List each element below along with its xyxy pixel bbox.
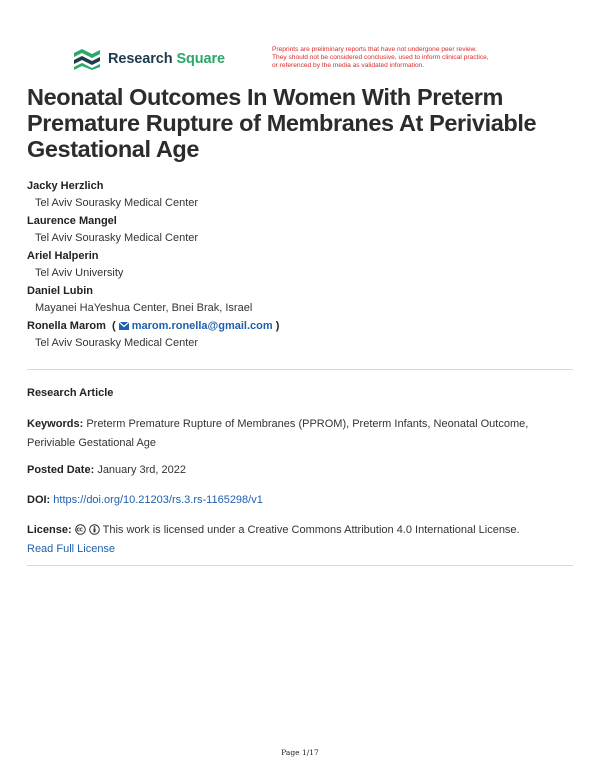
research-square-logo-icon bbox=[72, 48, 102, 70]
brand-name: Research Square bbox=[108, 51, 225, 67]
author-name[interactable]: Laurence Mangel bbox=[27, 215, 117, 227]
article-type: Research Article bbox=[27, 387, 114, 399]
author-name[interactable]: Jacky Herzlich bbox=[27, 180, 104, 192]
read-full-license-link[interactable]: Read Full License bbox=[27, 543, 116, 555]
author-list bbox=[27, 179, 567, 354]
divider bbox=[27, 369, 573, 370]
license bbox=[27, 521, 567, 559]
author-entry bbox=[27, 249, 567, 282]
disclaimer-line: Preprints are preliminary reports that have not undergone peer review. bbox=[272, 46, 477, 53]
divider bbox=[27, 565, 573, 566]
keywords-label: Keywords: bbox=[27, 418, 84, 430]
author-affiliation: Tel Aviv Sourasky Medical Center bbox=[35, 337, 199, 349]
author-name[interactable]: Ariel Halperin bbox=[27, 250, 99, 262]
doi-link[interactable]: https://doi.org/10.21203/rs.3.rs-1165298/v1 bbox=[53, 494, 263, 506]
keywords bbox=[27, 415, 567, 453]
author-affiliation: Tel Aviv Sourasky Medical Center bbox=[35, 197, 199, 209]
page-number: Page 1/17 bbox=[281, 748, 319, 757]
author-name[interactable]: Daniel Lubin bbox=[27, 285, 93, 297]
author-entry bbox=[27, 284, 567, 317]
license-text: This work is licensed under a Creative Commons Attribution 4.0 International License. bbox=[102, 524, 520, 536]
envelope-icon bbox=[119, 322, 129, 330]
author-entry bbox=[27, 179, 567, 212]
doi bbox=[27, 491, 567, 510]
author-entry bbox=[27, 319, 567, 352]
author-affiliation: Tel Aviv Sourasky Medical Center bbox=[35, 232, 199, 244]
author-email-link[interactable]: marom.ronella@gmail.com bbox=[119, 320, 273, 332]
disclaimer-line: or referenced by the media as validated information. bbox=[272, 62, 425, 70]
keywords-value: Preterm Premature Rupture of Membranes (PPROM), Preterm Infants, Neonatal Outcome, Periviable Gestational Age bbox=[27, 418, 529, 449]
license-label: License: bbox=[27, 524, 72, 536]
doi-label: DOI: bbox=[27, 494, 51, 506]
disclaimer-line: They should not be considered conclusive, used to inform clinical practice, bbox=[272, 54, 489, 62]
author-affiliation: Mayanei HaYeshua Center, Bnei Brak, Israel bbox=[35, 302, 253, 314]
research-square-brand[interactable] bbox=[72, 46, 225, 72]
preprint-disclaimer bbox=[272, 46, 542, 71]
posted-date-value: January 3rd, 2022 bbox=[97, 464, 186, 476]
corresponding-author: Ronella Marom ( marom.ronella@gmail.com ) bbox=[27, 320, 280, 332]
attribution-icon bbox=[89, 524, 100, 535]
posted-date bbox=[27, 461, 567, 480]
creative-commons-icon bbox=[75, 524, 86, 535]
author-entry bbox=[27, 214, 567, 247]
author-name[interactable]: Ronella Marom bbox=[27, 320, 106, 332]
posted-date-label: Posted Date: bbox=[27, 464, 95, 476]
author-affiliation: Tel Aviv University bbox=[35, 267, 124, 279]
paper-title: Neonatal Outcomes In Women With Preterm Premature Rupture of Membranes At Periviable Gestational Age bbox=[27, 84, 537, 162]
